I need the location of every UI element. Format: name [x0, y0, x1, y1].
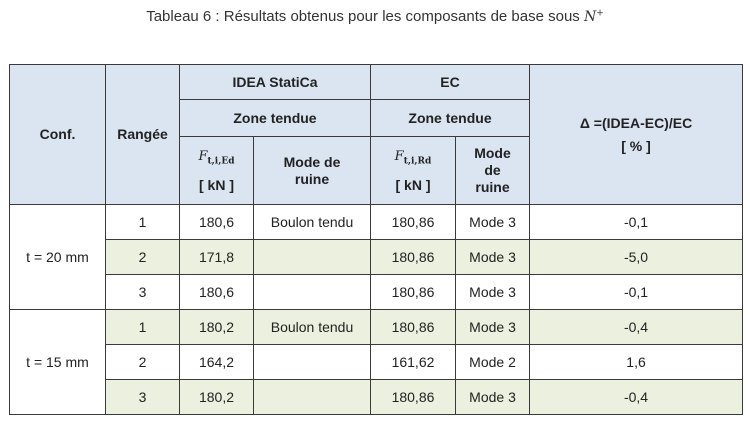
results-table — [9, 64, 743, 415]
f-ed-cell: 180,6 — [180, 205, 254, 240]
rangee-cell: 2 — [106, 240, 180, 275]
f-rd-cell: 180,86 — [371, 380, 456, 415]
table-row — [10, 345, 743, 380]
f-ed-cell: 180,2 — [180, 380, 254, 415]
f-rd-letter: F — [394, 149, 404, 165]
header-delta-unit: [ % ] — [621, 137, 651, 154]
f-rd-unit: [ kN ] — [395, 176, 431, 193]
mode-idea-cell — [254, 380, 371, 415]
header-zone-idea: Zone tendue — [180, 100, 371, 137]
header-mode-idea — [254, 137, 371, 205]
delta-cell: -0,4 — [530, 380, 743, 415]
f-ed-cell: 164,2 — [180, 345, 254, 380]
table-row — [10, 240, 743, 275]
table-row — [10, 275, 743, 310]
f-ed-cell: 171,8 — [180, 240, 254, 275]
table-row — [10, 310, 743, 345]
delta-cell: 1,6 — [530, 345, 743, 380]
header-mode-ec — [456, 137, 530, 205]
header-idea: IDEA StatiCa — [180, 65, 371, 100]
mode-ec-cell: Mode 3 — [456, 380, 530, 415]
mode-ec-cell: Mode 3 — [456, 310, 530, 345]
rangee-cell: 3 — [106, 380, 180, 415]
header-f-ed — [180, 137, 254, 205]
f-ed-cell: 180,6 — [180, 275, 254, 310]
f-ed-symbol — [198, 149, 235, 167]
rangee-cell: 3 — [106, 275, 180, 310]
f-rd-symbol — [394, 149, 432, 167]
mode-ec-label: Mode de ruine — [474, 145, 511, 195]
rangee-cell: 1 — [106, 310, 180, 345]
f-rd-cell: 180,86 — [371, 205, 456, 240]
mode-idea-cell — [254, 240, 371, 275]
mode-ec-cell: Mode 3 — [456, 240, 530, 275]
delta-cell: -0,1 — [530, 275, 743, 310]
header-f-rd — [371, 137, 456, 205]
mode-ec-cell: Mode 2 — [456, 345, 530, 380]
rangee-cell: 2 — [106, 345, 180, 380]
header-ec: EC — [371, 65, 530, 100]
mode-ec-cell: Mode 3 — [456, 275, 530, 310]
mode-ec-cell: Mode 3 — [456, 205, 530, 240]
f-rd-cell: 180,86 — [371, 240, 456, 275]
f-rd-cell: 180,86 — [371, 310, 456, 345]
f-ed-cell: 180,2 — [180, 310, 254, 345]
table-caption — [0, 8, 750, 25]
conf-cell: t = 20 mm — [10, 205, 106, 310]
mode-idea-cell — [254, 345, 371, 380]
mode-idea-cell: Boulon tendu — [254, 310, 371, 345]
table-row — [10, 205, 743, 240]
f-ed-unit: [ kN ] — [199, 176, 234, 193]
f-rd-cell: 180,86 — [371, 275, 456, 310]
rangee-cell: 1 — [106, 205, 180, 240]
delta-cell: -0,1 — [530, 205, 743, 240]
conf-cell: t = 15 mm — [10, 310, 106, 415]
f-rd-cell: 161,62 — [371, 345, 456, 380]
caption-math — [584, 9, 604, 25]
header-zone-ec: Zone tendue — [371, 100, 530, 137]
mode-idea-cell — [254, 275, 371, 310]
header-conf: Conf. — [10, 65, 106, 205]
caption-text: Tableau 6 : Résultats obtenus pour les composants de base sous — [146, 8, 584, 25]
f-rd-subscript: t,i,Rd — [403, 156, 432, 167]
caption-math-sup: + — [596, 8, 604, 19]
f-ed-letter: F — [198, 149, 208, 165]
mode-idea-label: Mode de ruine — [283, 153, 341, 187]
mode-idea-cell: Boulon tendu — [254, 205, 371, 240]
f-ed-subscript: t,i,Ed — [207, 156, 235, 167]
delta-cell: -0,4 — [530, 310, 743, 345]
table-row — [10, 380, 743, 415]
delta-cell: -5,0 — [530, 240, 743, 275]
header-rangee: Rangée — [106, 65, 180, 205]
header-delta-label: Δ =(IDEA-EC)/EC — [579, 114, 693, 131]
caption-math-symbol: N — [583, 9, 597, 25]
header-delta — [530, 65, 743, 205]
